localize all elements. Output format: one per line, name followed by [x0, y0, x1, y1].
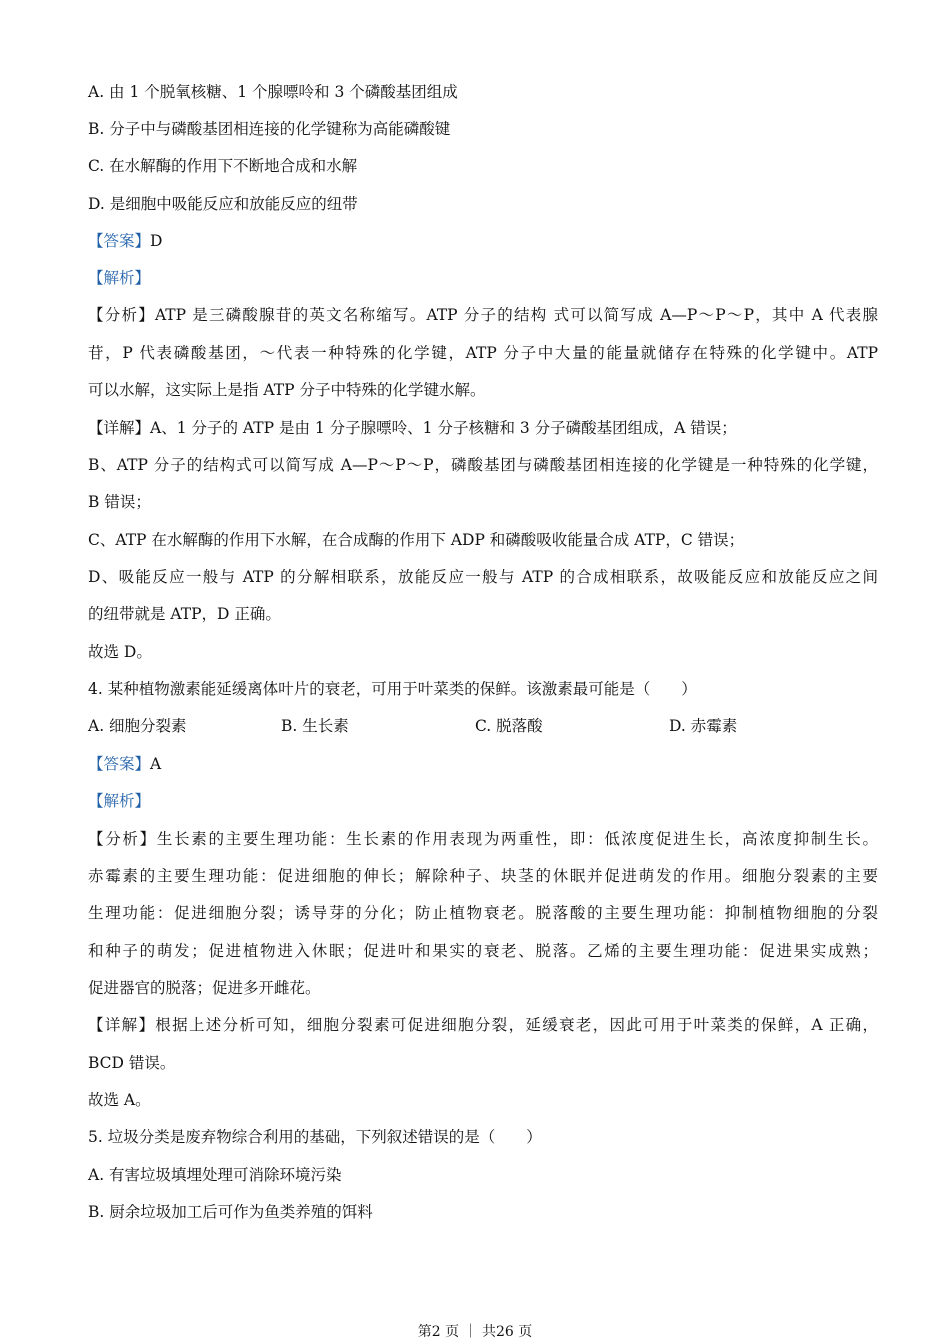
q3-option-a: A. 由 1 个脱氧核糖、1 个腺嘌呤和 3 个磷酸基团组成 [88, 83, 458, 101]
q4-fenxi-line-2: 赤霉素的主要生理功能：促进细胞的伸长；解除种子、块茎的休眠并促进萌发的作用。细胞分裂素的主要 [88, 867, 878, 885]
q4-conclusion: 故选 A。 [88, 1091, 151, 1109]
q4-xiangjie-line-2: BCD 错误。 [88, 1054, 176, 1072]
fenxi-text: ATP 是三磷酸腺苷的英文名称缩写。ATP 分子的结构 式可以简写成 A—P～P～P，其中 A 代表腺 [154, 306, 878, 324]
answer-tag: 【答案】 [88, 232, 151, 250]
fenxi-tag: 【分析】 [88, 830, 157, 848]
q4-option-c: C. 脱落酸 [475, 717, 543, 735]
answer-value: A [150, 755, 162, 773]
q3-xiangjie-line-5: D、吸能反应一般与 ATP 的分解相联系，放能反应一般与 ATP 的合成相联系，故吸能反应和放能反应之间 [88, 568, 878, 586]
analysis-tag: 【解析】 [88, 792, 151, 810]
q3-xiangjie-line-1 [88, 418, 878, 438]
q3-xiangjie-line-3: B 错误； [88, 493, 151, 511]
q4-analysis-heading [88, 791, 878, 811]
q4-option-b: B. 生长素 [281, 717, 349, 735]
q5-stem: 5. 垃圾分类是废弃物综合利用的基础，下列叙述错误的是（ ） [88, 1128, 542, 1146]
answer-value: D [150, 232, 163, 250]
q4-stem: 4. 某种植物激素能延缓离体叶片的衰老，可用于叶菜类的保鲜。该激素最可能是（ ） [88, 680, 697, 698]
q3-xiangjie-line-4: C、ATP 在水解酶的作用下水解，在合成酶的作用下 ADP 和磷酸吸收能量合成 ATP，C 错误； [88, 531, 745, 549]
q4-fenxi-line-1 [88, 829, 878, 849]
q3-analysis-heading [88, 268, 878, 288]
q3-fenxi-line-2: 苷，P 代表磷酸基团，～代表一种特殊的化学键，ATP 分子中大量的能量就储存在特殊的化学键中。ATP [88, 344, 878, 362]
fenxi-text: 生长素的主要生理功能：生长素的作用表现为两重性，即：低浓度促进生长，高浓度抑制生长。 [156, 830, 878, 848]
xiangjie-text: 根据上述分析可知，细胞分裂素可促进细胞分裂，延缓衰老，因此可用于叶菜类的保鲜，A 正确， [155, 1016, 878, 1034]
q3-xiangjie-line-2: B、ATP 分子的结构式可以简写成 A—P～P～P，磷酸基团与磷酸基团相连接的化学键是一种特殊的化学键， [88, 456, 878, 474]
q3-option-c: C. 在水解酶的作用下不断地合成和水解 [88, 157, 358, 175]
q5-option-a: A. 有害垃圾填埋处理可消除环境污染 [88, 1166, 342, 1184]
page-footer: 第2 页 ｜ 共26 页 [417, 1324, 533, 1340]
q3-xiangjie-line-6: 的纽带就是 ATP，D 正确。 [88, 605, 281, 623]
q4-option-a: A. 细胞分裂素 [88, 717, 187, 735]
xiangjie-tag: 【详解】 [88, 1016, 156, 1034]
q4-xiangjie-line-1 [88, 1015, 878, 1035]
analysis-tag: 【解析】 [88, 269, 151, 287]
xiangjie-tag: 【详解】 [88, 419, 151, 437]
q3-fenxi-line-3: 可以水解，这实际上是指 ATP 分子中特殊的化学键水解。 [88, 381, 486, 399]
q4-fenxi-line-4: 和种子的萌发；促进植物进入休眠；促进叶和果实的衰老、脱落。乙烯的主要生理功能：促进果实成熟； [88, 942, 878, 960]
q5-option-b: B. 厨余垃圾加工后可作为鱼类养殖的饵料 [88, 1203, 373, 1221]
q3-fenxi-line-1 [88, 305, 878, 325]
q3-option-d: D. 是细胞中吸能反应和放能反应的纽带 [88, 195, 358, 213]
q3-answer [88, 231, 878, 251]
q3-conclusion: 故选 D。 [88, 643, 152, 661]
xiangjie-text: A、1 分子的 ATP 是由 1 分子腺嘌呤、1 分子核糖和 3 分子磷酸基团组成，A 错误； [150, 419, 737, 437]
q4-fenxi-line-5: 促进器官的脱落；促进多开雌花。 [88, 979, 321, 997]
q4-option-d: D. 赤霉素 [669, 717, 738, 735]
answer-tag: 【答案】 [88, 755, 151, 773]
fenxi-tag: 【分析】 [88, 306, 155, 324]
q4-answer [88, 754, 878, 774]
q3-option-b: B. 分子中与磷酸基团相连接的化学键称为高能磷酸键 [88, 120, 451, 138]
q4-fenxi-line-3: 生理功能：促进细胞分裂；诱导芽的分化；防止植物衰老。脱落酸的主要生理功能：抑制植物细胞的分裂 [88, 904, 878, 922]
